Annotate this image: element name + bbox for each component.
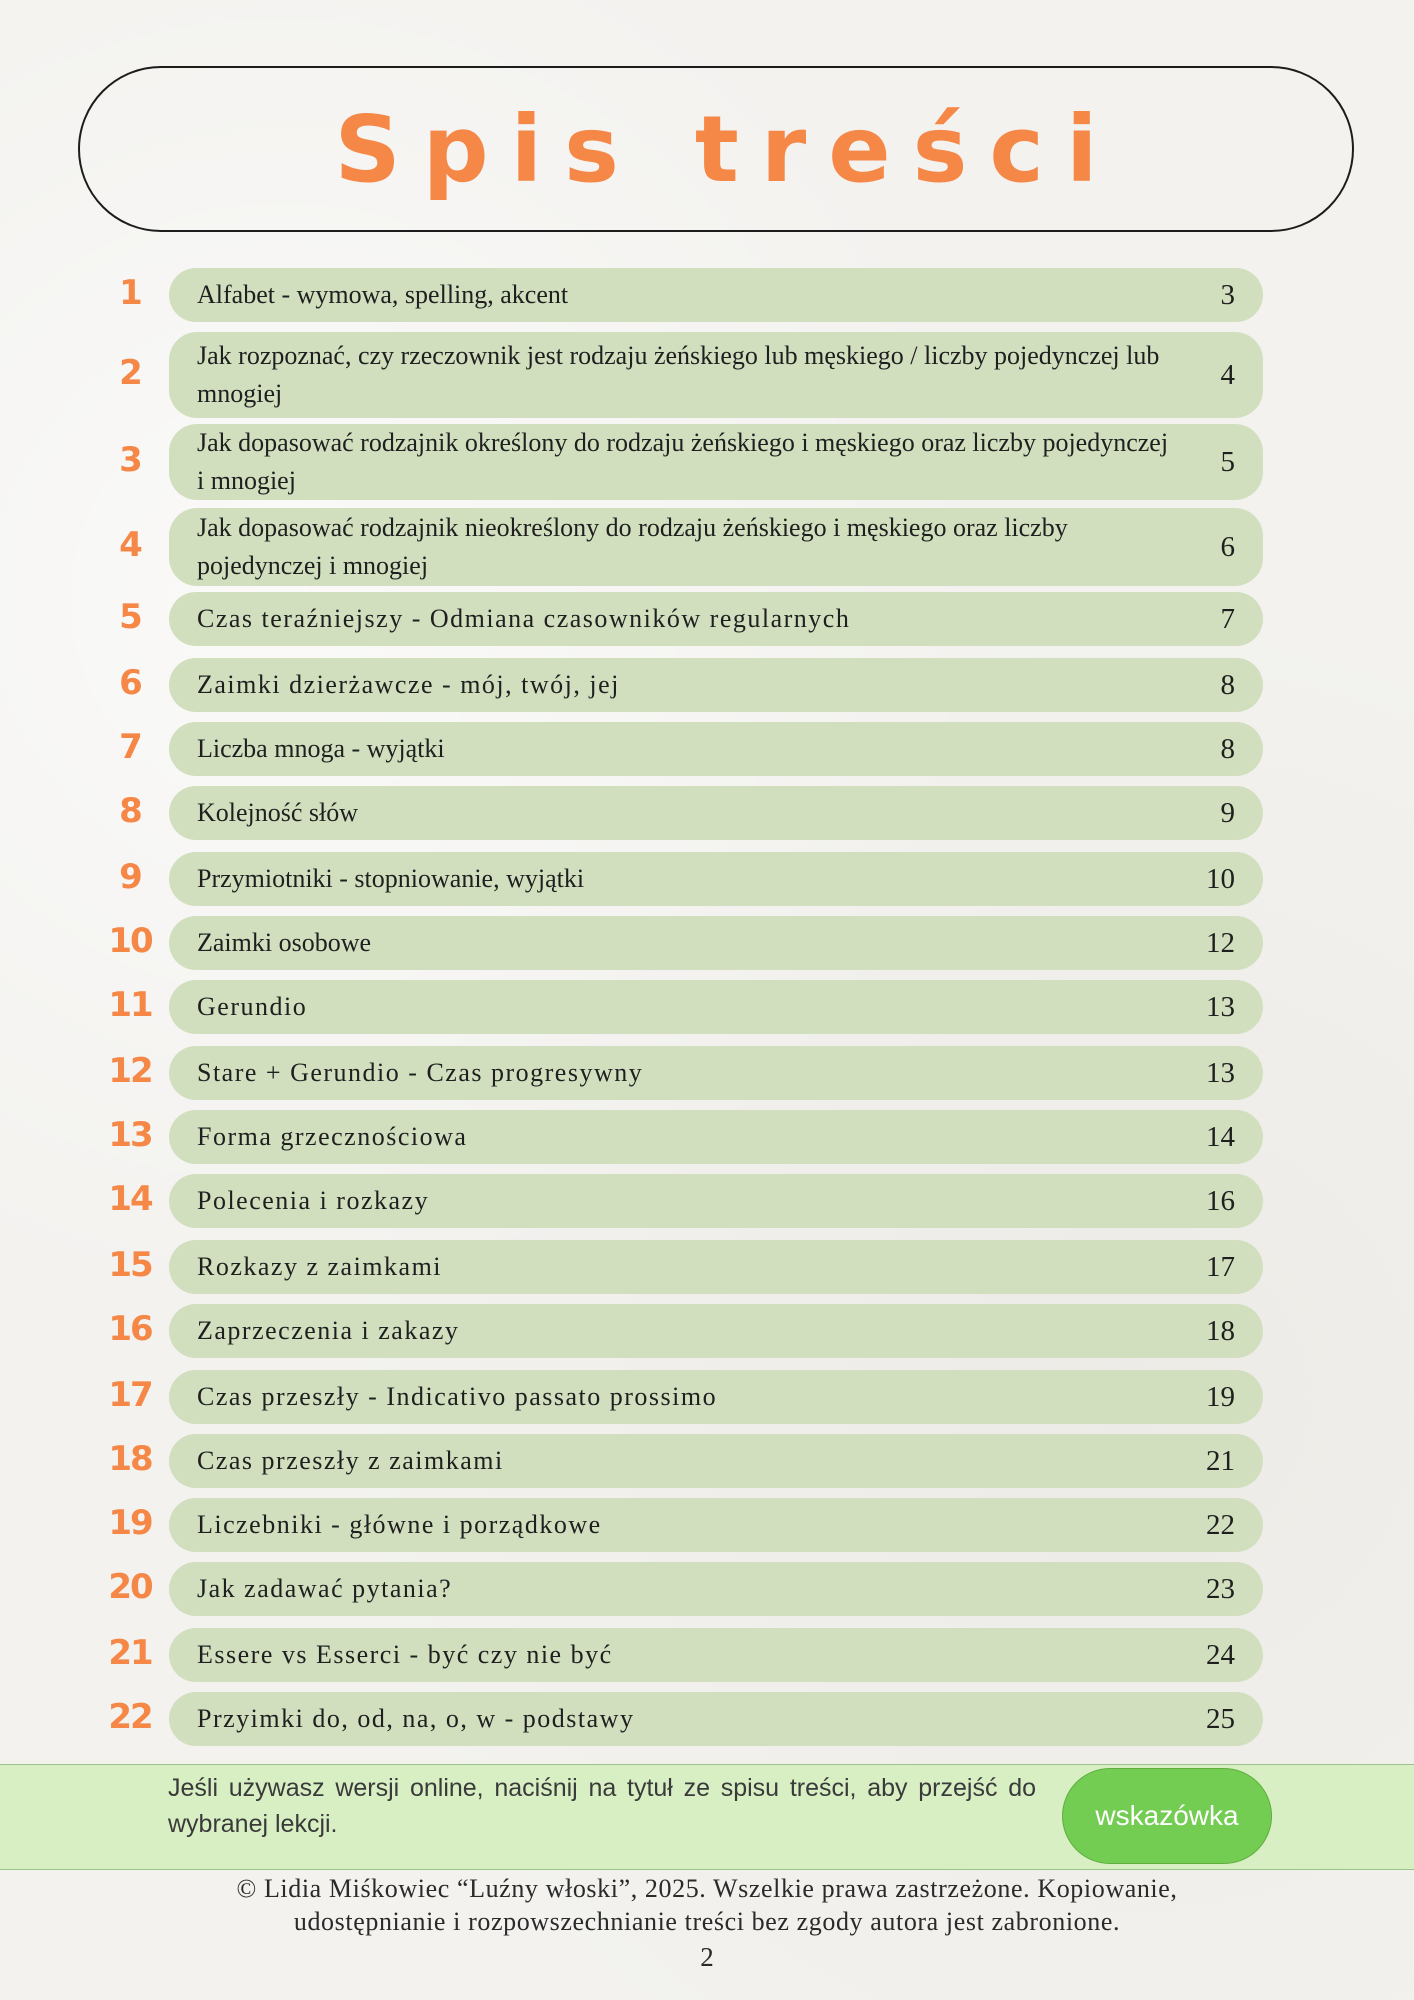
toc-item-link[interactable]: [169, 1628, 1263, 1682]
toc-item-link[interactable]: [169, 268, 1263, 322]
toc-item-link[interactable]: [169, 722, 1263, 776]
toc-item-number: 10: [108, 921, 152, 961]
copyright-line-2: udostępnianie i rozpowszechnianie treści bez zgody autora jest zabronione.: [293, 1907, 1121, 1936]
toc-item-page: 13: [1206, 1056, 1235, 1089]
toc-item-number: 9: [119, 857, 141, 897]
toc-item-page: 25: [1206, 1702, 1235, 1735]
toc-item-title: Alfabet - wymowa, spelling, akcent: [197, 280, 569, 309]
toc-item-title: Liczba mnoga - wyjątki: [197, 734, 445, 763]
copyright-notice: [100, 1872, 1314, 1938]
toc-item-title: Zaimki dzierżawcze - mój, twój, jej: [197, 670, 620, 699]
toc-item[interactable]: [0, 1692, 1414, 1746]
toc-item[interactable]: [0, 332, 1414, 418]
toc-item-number: 1: [119, 273, 141, 313]
toc-item-title: Liczebniki - główne i porządkowe: [197, 1510, 602, 1539]
toc-item[interactable]: [0, 508, 1414, 586]
toc-item-link[interactable]: [169, 332, 1263, 418]
toc-item-number: 18: [108, 1439, 152, 1479]
toc-item-page: 14: [1206, 1120, 1235, 1153]
toc-item-page: 9: [1220, 796, 1235, 829]
toc-item-title: Jak zadawać pytania?: [197, 1574, 453, 1603]
toc-item-title: Przymiotniki - stopniowanie, wyjątki: [197, 864, 585, 893]
toc-item-link[interactable]: [169, 1304, 1263, 1358]
toc-item[interactable]: [0, 1434, 1414, 1488]
toc-item-title: Jak dopasować rodzajnik nieokreślony do rodzaju żeńskiego i męskiego oraz liczby pojedynczej i mnogiej: [197, 513, 1068, 580]
toc-item-title: Jak rozpoznać, czy rzeczownik jest rodzaju żeńskiego lub męskiego / liczby pojedynczej lub mnogiej: [197, 341, 1160, 408]
toc-item[interactable]: [0, 1240, 1414, 1294]
page-title: Spis treści: [334, 95, 1120, 203]
tip-text: Jeśli używasz wersji online, naciśnij na tytuł ze spisu treści, aby przejść do wybranej lekcji.: [168, 1774, 1036, 1838]
toc-item-number: 13: [108, 1115, 152, 1155]
toc-item-page: 7: [1220, 602, 1235, 635]
toc-item-title: Essere vs Esserci - być czy nie być: [197, 1640, 613, 1669]
toc-item-link[interactable]: [169, 1370, 1263, 1424]
toc-item-page: 18: [1206, 1314, 1235, 1347]
toc-item[interactable]: [0, 658, 1414, 712]
toc-item[interactable]: [0, 1304, 1414, 1358]
toc-item-title: Przyimki do, od, na, o, w - podstawy: [197, 1704, 635, 1733]
copyright-line-1: © Lidia Miśkowiec “Luźny włoski”, 2025. Wszelkie prawa zastrzeżone. Kopiowanie,: [236, 1874, 1178, 1903]
toc-item-page: 23: [1206, 1572, 1235, 1605]
toc-item-number: 4: [119, 525, 141, 565]
toc-item-title: Czas przeszły - Indicativo passato prossimo: [197, 1382, 718, 1411]
toc-item-link[interactable]: [169, 786, 1263, 840]
toc-item-page: 13: [1206, 990, 1235, 1023]
toc-item-link[interactable]: [169, 1110, 1263, 1164]
toc-item-number: 7: [119, 727, 141, 767]
toc-item-number: 11: [108, 985, 152, 1025]
toc-item-number: 5: [119, 597, 141, 637]
toc-item-title: Polecenia i rozkazy: [197, 1186, 430, 1215]
toc-item[interactable]: [0, 722, 1414, 776]
toc-item-number: 22: [108, 1697, 152, 1737]
toc-item[interactable]: [0, 786, 1414, 840]
toc-item-title: Kolejność słów: [197, 798, 359, 827]
toc-item-page: 3: [1220, 278, 1235, 311]
toc-item[interactable]: [0, 1498, 1414, 1552]
tip-badge: wskazówka: [1062, 1768, 1272, 1864]
toc-item-link[interactable]: [169, 424, 1263, 500]
toc-item[interactable]: [0, 1110, 1414, 1164]
toc-item-title: Rozkazy z zaimkami: [197, 1252, 443, 1281]
toc-item[interactable]: [0, 424, 1414, 500]
toc-item[interactable]: [0, 268, 1414, 322]
toc-item[interactable]: [0, 852, 1414, 906]
toc-item-page: 22: [1206, 1508, 1235, 1541]
toc-item-page: 24: [1206, 1638, 1235, 1671]
toc-item-link[interactable]: [169, 916, 1263, 970]
toc-item-link[interactable]: [169, 1240, 1263, 1294]
toc-item-page: 6: [1220, 530, 1235, 563]
toc-item-link[interactable]: [169, 1434, 1263, 1488]
toc-item-title: Gerundio: [197, 992, 308, 1021]
toc-item-page: 8: [1220, 668, 1235, 701]
toc-item-page: 16: [1206, 1184, 1235, 1217]
toc-item-title: Forma grzecznościowa: [197, 1122, 468, 1151]
toc-item-title: Czas przeszły z zaimkami: [197, 1446, 504, 1475]
toc-item[interactable]: [0, 1370, 1414, 1424]
toc-item-title: Zaimki osobowe: [197, 928, 372, 957]
toc-item-page: 19: [1206, 1380, 1235, 1413]
toc-item-link[interactable]: [169, 592, 1263, 646]
toc-item-page: 8: [1220, 732, 1235, 765]
toc-item-title: Czas teraźniejszy - Odmiana czasowników regularnych: [197, 604, 851, 633]
toc-item-page: 17: [1206, 1250, 1235, 1283]
toc-item[interactable]: [0, 916, 1414, 970]
toc-item-number: 20: [108, 1567, 152, 1607]
toc-item-number: 21: [108, 1633, 152, 1673]
toc-item-number: 17: [108, 1375, 152, 1415]
toc-item[interactable]: [0, 1628, 1414, 1682]
toc-item-link[interactable]: [169, 1174, 1263, 1228]
toc-item-title: Stare + Gerundio - Czas progresywny: [197, 1058, 644, 1087]
toc-item-page: 12: [1206, 926, 1235, 959]
toc-item[interactable]: [0, 1174, 1414, 1228]
toc-item-link[interactable]: [169, 1692, 1263, 1746]
toc-item-link[interactable]: [169, 1562, 1263, 1616]
page-number: 2: [700, 1942, 714, 1972]
toc-item-number: 3: [119, 440, 141, 480]
toc-item[interactable]: [0, 1046, 1414, 1100]
toc-item-title: Jak dopasować rodzajnik określony do rodzaju żeńskiego i męskiego oraz liczby pojedynczej i mnogiej: [197, 428, 1169, 495]
toc-item-title: Zaprzeczenia i zakazy: [197, 1316, 460, 1345]
toc-item[interactable]: [0, 1562, 1414, 1616]
toc-item-page: 21: [1206, 1444, 1235, 1477]
toc-item-number: 6: [119, 663, 141, 703]
toc-item-number: 2: [119, 353, 141, 393]
toc-item-link[interactable]: [169, 852, 1263, 906]
toc-item-link[interactable]: [169, 1046, 1263, 1100]
toc-item[interactable]: [0, 980, 1414, 1034]
toc-item-link[interactable]: [169, 1498, 1263, 1552]
toc-item-number: 16: [108, 1309, 152, 1349]
toc-item-number: 14: [108, 1179, 152, 1219]
toc-item-link[interactable]: [169, 980, 1263, 1034]
toc-item-page: 10: [1206, 862, 1235, 895]
toc-item-page: 4: [1220, 358, 1235, 391]
toc-item-link[interactable]: [169, 658, 1263, 712]
toc-item-number: 8: [119, 791, 141, 831]
toc-item[interactable]: [0, 592, 1414, 646]
toc-item-page: 5: [1220, 445, 1235, 478]
toc-item-number: 12: [108, 1051, 152, 1091]
toc-item-link[interactable]: [169, 508, 1263, 586]
toc-item-number: 15: [108, 1245, 152, 1285]
toc-item-number: 19: [108, 1503, 152, 1543]
